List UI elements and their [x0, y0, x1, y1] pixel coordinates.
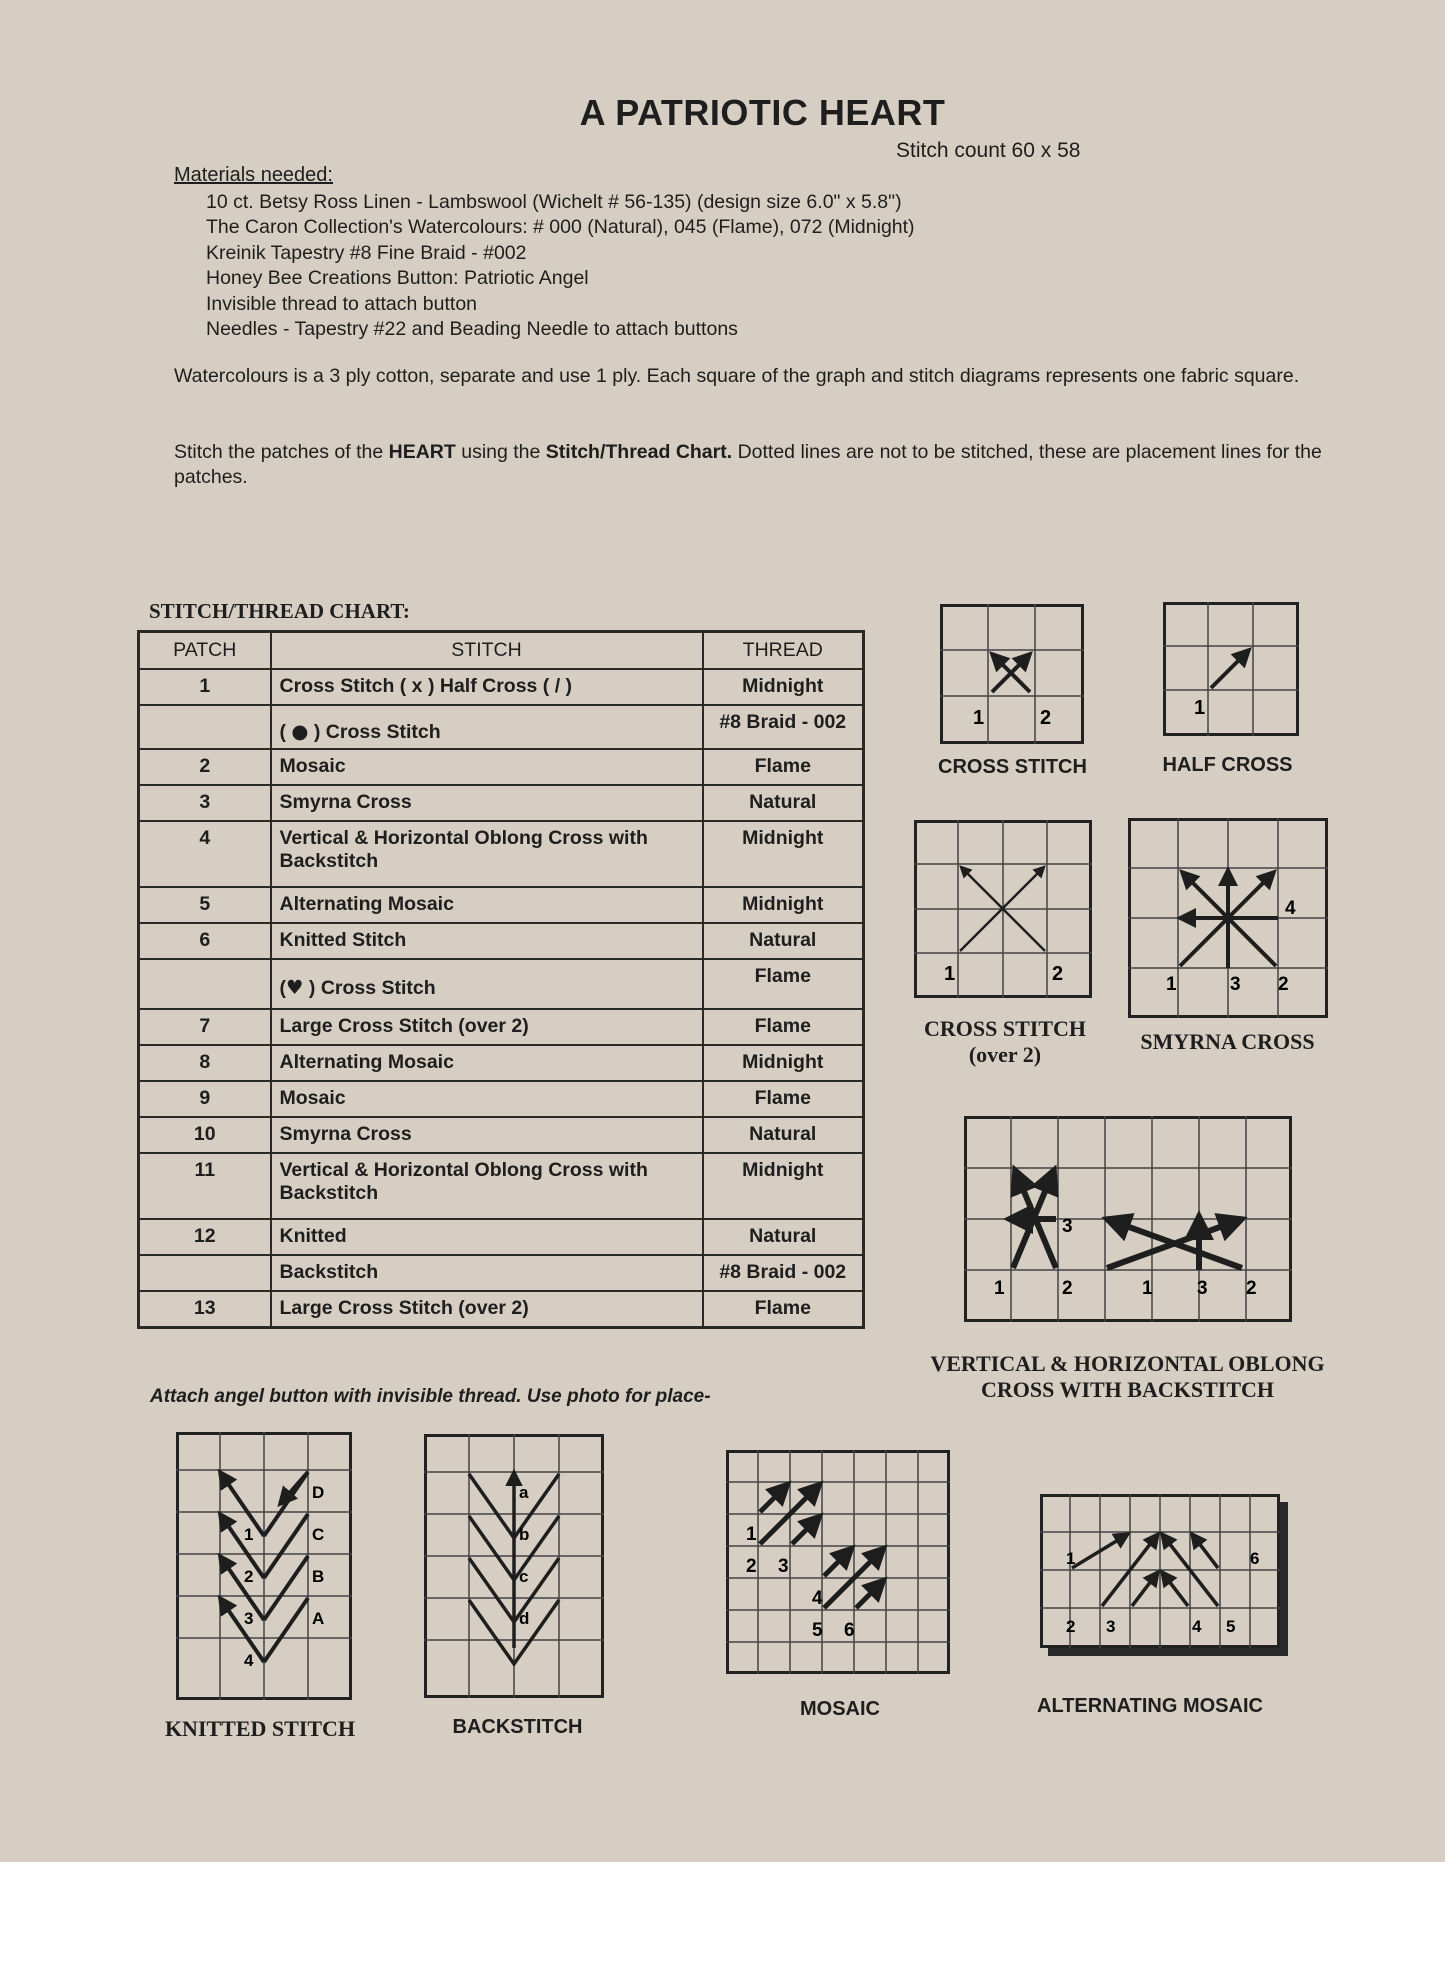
oblong-num: 2	[1246, 1278, 1257, 1299]
backstitch-letter: b	[519, 1525, 530, 1544]
table-row	[139, 887, 864, 923]
stitch-thread-table	[137, 630, 865, 1329]
material-item: Honey Bee Creations Button: Patriotic Angel	[206, 267, 589, 290]
para-text: Dotted lines are not to be stitched, these are placement lines for the patches.	[174, 441, 1322, 488]
smyrna-num: 3	[1230, 974, 1241, 995]
materials-heading: Materials needed:	[174, 164, 333, 186]
patch-cell: 12	[139, 1219, 271, 1255]
table-row	[139, 705, 864, 749]
thread-cell: Natural	[703, 1117, 864, 1153]
header-patch: PATCH	[139, 632, 271, 670]
patch-cell	[139, 1255, 271, 1291]
stitch-cell: Knitted Stitch	[271, 923, 703, 959]
thread-cell: Midnight	[703, 669, 864, 705]
table-row	[139, 785, 864, 821]
material-item: Invisible thread to attach button	[206, 292, 478, 315]
table-row	[139, 669, 864, 705]
stitch-cell: Vertical & Horizontal Oblong Cross with Backstitch	[271, 821, 703, 887]
oblong-num: 3	[1197, 1278, 1208, 1299]
instructions-paragraph-2	[174, 440, 1354, 490]
material-item: Kreinik Tapestry #8 Fine Braid - #002	[206, 241, 527, 264]
patch-cell	[139, 959, 271, 1009]
mosaic-num: 3	[778, 1556, 789, 1577]
para-heart: HEART	[388, 441, 456, 463]
page-title: A PATRIOTIC HEART	[579, 92, 946, 133]
knitted-letter: A	[312, 1609, 325, 1628]
stitch-text: ) Cross Stitch	[303, 977, 436, 999]
smyrna-num: 1	[1166, 974, 1177, 995]
table-row	[139, 821, 864, 887]
stitch-cell: Knitted	[271, 1219, 703, 1255]
knitted-num: 4	[244, 1651, 254, 1670]
stitch-cell: Alternating Mosaic	[271, 887, 703, 923]
alternating-mosaic-label: ALTERNATING MOSAIC	[1037, 1695, 1263, 1717]
stitch-text: (	[279, 977, 286, 999]
thread-cell: #8 Braid - 002	[703, 705, 864, 749]
materials-list	[206, 190, 915, 342]
smyrna-num: 4	[1285, 898, 1296, 919]
patch-cell: 5	[139, 887, 271, 923]
alternating-mosaic-diagram	[1040, 1494, 1280, 1648]
label-line: CROSS WITH BACKSTITCH	[980, 1377, 1274, 1402]
patch-cell: 6	[139, 923, 271, 959]
smyrna-cross-diagram	[1128, 818, 1328, 1018]
patch-cell	[139, 705, 271, 749]
knitted-letter: B	[312, 1567, 325, 1586]
patch-cell: 10	[139, 1117, 271, 1153]
header-stitch: STITCH	[271, 632, 703, 670]
stitch-cell: Backstitch	[271, 1255, 703, 1291]
stitch-text: (	[279, 721, 292, 743]
backstitch-diagram	[424, 1434, 604, 1698]
alt-mosaic-num: 4	[1192, 1617, 1202, 1636]
material-item: Needles - Tapestry #22 and Beading Needle to attach buttons	[206, 318, 738, 341]
patch-cell: 9	[139, 1081, 271, 1117]
alt-mosaic-num: 1	[1066, 1549, 1076, 1568]
over2-num: 2	[1052, 963, 1064, 985]
patch-cell: 1	[139, 669, 271, 705]
attach-button-note: Attach angel button with invisible thread. Use photo for place-	[150, 1386, 711, 1407]
stitch-cell	[271, 705, 703, 749]
cross-num: 2	[1040, 707, 1052, 729]
alt-mosaic-num: 6	[1250, 1549, 1260, 1568]
thread-cell: Flame	[703, 959, 864, 1009]
thread-cell: Natural	[703, 1219, 864, 1255]
backstitch-letter: c	[519, 1567, 529, 1586]
patch-cell: 8	[139, 1045, 271, 1081]
patch-cell: 13	[139, 1291, 271, 1327]
mosaic-num: 4	[812, 1588, 823, 1609]
table-row	[139, 1255, 864, 1291]
para-text: Stitch the patches of the	[174, 441, 389, 463]
knitted-letter: C	[312, 1525, 325, 1544]
stitch-cell: Large Cross Stitch (over 2)	[271, 1291, 703, 1327]
mosaic-num: 6	[844, 1620, 855, 1641]
label-line: CROSS STITCH	[923, 1016, 1086, 1041]
stitch-cell: Mosaic	[271, 749, 703, 785]
oblong-num: 3	[1062, 1216, 1073, 1237]
patch-cell: 2	[139, 749, 271, 785]
thread-cell: Midnight	[703, 1045, 864, 1081]
knitted-stitch-label: KNITTED STITCH	[164, 1716, 356, 1741]
table-row	[139, 923, 864, 959]
material-item: The Caron Collection's Watercolours: # 000 (Natural), 045 (Flame), 072 (Midnight)	[206, 216, 915, 239]
oblong-num: 1	[994, 1278, 1005, 1299]
table-row	[139, 959, 864, 1009]
table-row	[139, 1009, 864, 1045]
thread-cell: Flame	[703, 1291, 864, 1327]
heart-symbol-icon: ♥	[286, 976, 304, 999]
table-header-row	[139, 632, 864, 670]
knitted-num: 1	[244, 1525, 254, 1544]
cross-over-2-label	[880, 1016, 1130, 1068]
cross-num: 1	[973, 707, 985, 729]
table-row	[139, 1081, 864, 1117]
stitch-cell	[271, 959, 703, 1009]
half-cross-label: HALF CROSS	[1162, 754, 1293, 776]
thread-cell: Flame	[703, 1081, 864, 1117]
mosaic-num: 5	[812, 1620, 823, 1641]
table-row	[139, 1153, 864, 1219]
dot-symbol-icon: ●	[291, 720, 309, 743]
stitch-cell: Cross Stitch ( x ) Half Cross ( / )	[271, 669, 703, 705]
cross-stitch-label: CROSS STITCH	[938, 756, 1087, 778]
table-row	[139, 1045, 864, 1081]
half-cross-num: 1	[1194, 697, 1206, 719]
label-line: (over 2)	[968, 1042, 1042, 1067]
mosaic-label: MOSAIC	[800, 1698, 880, 1720]
backstitch-label: BACKSTITCH	[452, 1716, 583, 1738]
para-text: using the	[455, 441, 546, 463]
stitch-cell: Smyrna Cross	[271, 785, 703, 821]
alt-mosaic-num: 2	[1066, 1617, 1076, 1636]
knitted-num: 2	[244, 1567, 254, 1586]
alt-mosaic-num: 3	[1106, 1617, 1116, 1636]
cross-over-2-diagram	[914, 820, 1092, 998]
oblong-cross-diagram	[964, 1116, 1292, 1322]
knitted-stitch-diagram	[176, 1432, 352, 1700]
knitted-num: 3	[244, 1609, 254, 1628]
cross-stitch-diagram	[940, 604, 1084, 744]
thread-cell: Flame	[703, 1009, 864, 1045]
thread-cell: Midnight	[703, 1153, 864, 1219]
backstitch-letter: d	[519, 1609, 530, 1628]
thread-cell: Flame	[703, 749, 864, 785]
stitch-count: Stitch count 60 x 58	[896, 139, 1081, 162]
smyrna-num: 2	[1278, 974, 1289, 995]
table-row	[139, 1219, 864, 1255]
backstitch-letter: a	[519, 1483, 529, 1502]
mosaic-diagram	[726, 1450, 950, 1674]
stitch-cell: Mosaic	[271, 1081, 703, 1117]
smyrna-cross-label: SMYRNA CROSS	[1140, 1029, 1315, 1054]
mosaic-num: 1	[746, 1524, 757, 1545]
thread-cell: Natural	[703, 785, 864, 821]
mosaic-num: 2	[746, 1556, 757, 1577]
thread-cell: Midnight	[703, 821, 864, 887]
over2-num: 1	[944, 963, 956, 985]
label-line: VERTICAL & HORIZONTAL OBLONG	[930, 1351, 1325, 1376]
para-chart-ref: Stitch/Thread Chart.	[545, 441, 733, 463]
table-row	[139, 1291, 864, 1327]
header-thread: THREAD	[703, 632, 864, 670]
thread-cell: Natural	[703, 923, 864, 959]
thread-cell: Midnight	[703, 887, 864, 923]
oblong-cross-label	[880, 1351, 1375, 1403]
patch-cell: 11	[139, 1153, 271, 1219]
table-row	[139, 749, 864, 785]
chart-title: STITCH/THREAD CHART:	[149, 599, 410, 623]
patch-cell: 7	[139, 1009, 271, 1045]
half-cross-diagram	[1163, 602, 1299, 736]
stitch-cell: Vertical & Horizontal Oblong Cross with Backstitch	[271, 1153, 703, 1219]
stitch-cell: Smyrna Cross	[271, 1117, 703, 1153]
oblong-num: 2	[1062, 1278, 1073, 1299]
instructions-paragraph-1: Watercolours is a 3 ply cotton, separate and use 1 ply. Each square of the graph and stitch diagrams represents one fabric square.	[174, 365, 1300, 387]
stitch-cell: Large Cross Stitch (over 2)	[271, 1009, 703, 1045]
material-item: 10 ct. Betsy Ross Linen - Lambswool (Wichelt # 56-135) (design size 6.0" x 5.8")	[206, 191, 902, 213]
stitch-text: ) Cross Stitch	[308, 721, 441, 743]
knitted-letter: D	[312, 1483, 325, 1502]
patch-cell: 3	[139, 785, 271, 821]
oblong-num: 1	[1142, 1278, 1153, 1299]
alt-mosaic-num: 5	[1226, 1617, 1236, 1636]
thread-cell: #8 Braid - 002	[703, 1255, 864, 1291]
patch-cell: 4	[139, 821, 271, 887]
stitch-cell: Alternating Mosaic	[271, 1045, 703, 1081]
table-row	[139, 1117, 864, 1153]
